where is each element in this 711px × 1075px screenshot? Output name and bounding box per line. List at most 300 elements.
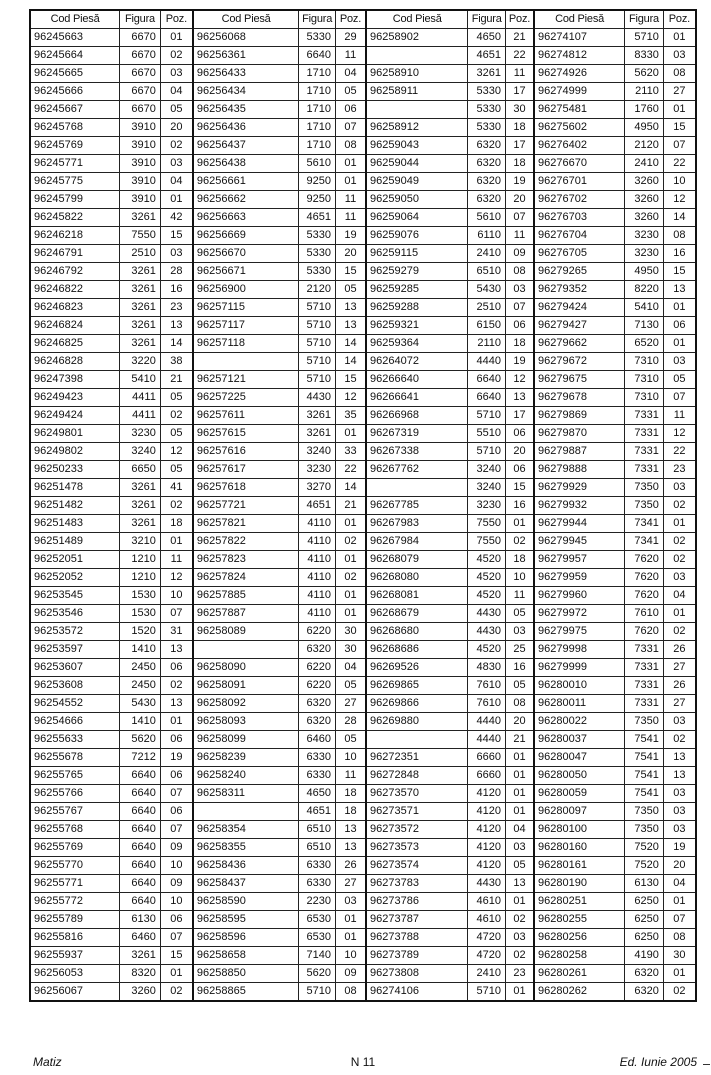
position-cell: 01: [160, 191, 193, 209]
figure-cell: 3240: [468, 479, 506, 497]
table-row: [30, 749, 696, 767]
part-code-cell: 96274106: [366, 983, 468, 1002]
part-code-cell: 96259285: [366, 281, 468, 299]
position-cell: 21: [506, 731, 535, 749]
part-code-cell: 96257885: [193, 587, 299, 605]
position-cell: 03: [160, 245, 193, 263]
part-code-cell: 96258355: [193, 839, 299, 857]
figure-cell: 4520: [468, 587, 506, 605]
part-code-cell: 96266641: [366, 389, 468, 407]
part-code-cell: 96280160: [534, 839, 625, 857]
position-cell: 04: [335, 65, 366, 83]
position-cell: 02: [160, 407, 193, 425]
figure-cell: 5330: [299, 263, 336, 281]
figure-cell: 1760: [625, 101, 664, 119]
figure-cell: 3261: [120, 515, 161, 533]
part-code-cell: 96258436: [193, 857, 299, 875]
part-code-cell: 96254552: [30, 695, 120, 713]
table-row: [30, 389, 696, 407]
position-cell: 06: [160, 731, 193, 749]
table-body: [30, 29, 696, 1002]
position-cell: 12: [160, 569, 193, 587]
figure-cell: 2230: [299, 893, 336, 911]
position-cell: 01: [335, 425, 366, 443]
footer-model: Matiz: [33, 1055, 62, 1069]
part-code-cell: [366, 101, 468, 119]
position-cell: 02: [663, 983, 696, 1002]
position-cell: 01: [506, 983, 535, 1002]
position-cell: 01: [335, 605, 366, 623]
figure-cell: 4430: [468, 623, 506, 641]
position-cell: 10: [663, 173, 696, 191]
figure-cell: 7550: [468, 515, 506, 533]
position-cell: 11: [160, 551, 193, 569]
figure-cell: 6670: [120, 29, 161, 47]
figure-cell: 2110: [625, 83, 664, 101]
part-code-cell: 96273570: [366, 785, 468, 803]
part-code-cell: 96252051: [30, 551, 120, 569]
part-code-cell: 96258240: [193, 767, 299, 785]
figure-cell: 4110: [299, 587, 336, 605]
position-cell: 20: [335, 245, 366, 263]
table-row: [30, 47, 696, 65]
table-row: [30, 533, 696, 551]
part-code-cell: 96249802: [30, 443, 120, 461]
figure-cell: 1210: [120, 551, 161, 569]
position-cell: 08: [663, 227, 696, 245]
figure-cell: 6220: [299, 623, 336, 641]
part-code-cell: 96279972: [534, 605, 625, 623]
header-row: [30, 10, 696, 29]
part-code-cell: 96273572: [366, 821, 468, 839]
position-cell: 04: [160, 83, 193, 101]
position-cell: 30: [335, 641, 366, 659]
position-cell: 01: [506, 893, 535, 911]
position-cell: 10: [335, 947, 366, 965]
figure-cell: 7541: [625, 785, 664, 803]
position-cell: 13: [663, 767, 696, 785]
figure-cell: 1210: [120, 569, 161, 587]
figure-cell: 4190: [625, 947, 664, 965]
position-cell: 20: [506, 191, 535, 209]
position-cell: 01: [506, 515, 535, 533]
part-code-cell: 96273786: [366, 893, 468, 911]
column-header-cod-piesa: Cod Piesă: [30, 10, 120, 29]
position-cell: 11: [335, 191, 366, 209]
figure-cell: 4120: [468, 857, 506, 875]
figure-cell: 1410: [120, 641, 161, 659]
position-cell: 18: [335, 785, 366, 803]
position-cell: 11: [506, 65, 535, 83]
table-row: [30, 893, 696, 911]
figure-cell: 6640: [468, 389, 506, 407]
part-code-cell: 96257117: [193, 317, 299, 335]
part-code-cell: [366, 731, 468, 749]
position-cell: 14: [663, 209, 696, 227]
position-cell: 22: [663, 155, 696, 173]
position-cell: 13: [663, 749, 696, 767]
figure-cell: 5330: [299, 29, 336, 47]
position-cell: 13: [160, 641, 193, 659]
part-code-cell: 96255770: [30, 857, 120, 875]
part-code-cell: 96246792: [30, 263, 120, 281]
part-code-cell: 96255633: [30, 731, 120, 749]
figure-cell: 6250: [625, 893, 664, 911]
part-code-cell: 96258090: [193, 659, 299, 677]
part-code-cell: 96280258: [534, 947, 625, 965]
position-cell: 02: [663, 623, 696, 641]
position-cell: 03: [506, 281, 535, 299]
part-code-cell: 96257225: [193, 389, 299, 407]
figure-cell: 7341: [625, 533, 664, 551]
figure-cell: 2510: [468, 299, 506, 317]
part-code-cell: 96255765: [30, 767, 120, 785]
figure-cell: 6150: [468, 317, 506, 335]
part-code-cell: 96276702: [534, 191, 625, 209]
position-cell: 03: [506, 929, 535, 947]
position-cell: 05: [160, 425, 193, 443]
figure-cell: 5330: [468, 83, 506, 101]
part-code-cell: 96258092: [193, 695, 299, 713]
part-code-cell: 96251478: [30, 479, 120, 497]
column-header-poz: Poz.: [160, 10, 193, 29]
part-code-cell: 96274926: [534, 65, 625, 83]
figure-cell: 4411: [120, 389, 161, 407]
figure-cell: 6510: [299, 821, 336, 839]
part-code-cell: 96245665: [30, 65, 120, 83]
part-code-cell: 96245664: [30, 47, 120, 65]
figure-cell: 2450: [120, 677, 161, 695]
part-code-cell: 96276703: [534, 209, 625, 227]
part-code-cell: 96255766: [30, 785, 120, 803]
part-code-cell: 96245822: [30, 209, 120, 227]
figure-cell: 3230: [299, 461, 336, 479]
figure-cell: 6320: [299, 641, 336, 659]
figure-cell: 6220: [299, 677, 336, 695]
part-code-cell: 96249424: [30, 407, 120, 425]
column-header-poz: Poz.: [506, 10, 535, 29]
table-row: [30, 821, 696, 839]
position-cell: 01: [160, 533, 193, 551]
position-cell: 08: [506, 263, 535, 281]
part-code-cell: 96258910: [366, 65, 468, 83]
table-row: [30, 461, 696, 479]
part-code-cell: 96257615: [193, 425, 299, 443]
position-cell: 02: [160, 137, 193, 155]
position-cell: 19: [663, 839, 696, 857]
part-code-cell: 96253608: [30, 677, 120, 695]
part-code-cell: 96245768: [30, 119, 120, 137]
part-code-cell: [193, 803, 299, 821]
position-cell: 15: [506, 479, 535, 497]
part-code-cell: 96274999: [534, 83, 625, 101]
part-code-cell: 96256661: [193, 173, 299, 191]
position-cell: 06: [335, 101, 366, 119]
position-cell: 06: [160, 659, 193, 677]
column-header-figura: Figura: [120, 10, 161, 29]
figure-cell: 4651: [299, 209, 336, 227]
part-code-cell: 96255767: [30, 803, 120, 821]
part-code-cell: 96280022: [534, 713, 625, 731]
part-code-cell: 96247398: [30, 371, 120, 389]
position-cell: 02: [506, 911, 535, 929]
position-cell: 12: [335, 389, 366, 407]
figure-cell: 6320: [468, 137, 506, 155]
position-cell: 02: [160, 497, 193, 515]
figure-cell: 7350: [625, 479, 664, 497]
part-code-cell: 96272351: [366, 749, 468, 767]
position-cell: 01: [506, 785, 535, 803]
part-code-cell: 96273787: [366, 911, 468, 929]
figure-cell: 5620: [120, 731, 161, 749]
position-cell: 10: [160, 857, 193, 875]
figure-cell: 4520: [468, 569, 506, 587]
position-cell: 07: [335, 119, 366, 137]
part-code-cell: 96257121: [193, 371, 299, 389]
figure-cell: 5710: [468, 443, 506, 461]
figure-cell: 6640: [120, 839, 161, 857]
figure-cell: 7331: [625, 641, 664, 659]
position-cell: 01: [663, 515, 696, 533]
position-cell: 19: [160, 749, 193, 767]
position-cell: 42: [160, 209, 193, 227]
position-cell: 11: [506, 227, 535, 245]
figure-cell: 5410: [120, 371, 161, 389]
part-code-cell: 96273571: [366, 803, 468, 821]
position-cell: 25: [506, 641, 535, 659]
figure-cell: 7310: [625, 353, 664, 371]
figure-cell: 6320: [468, 173, 506, 191]
part-code-cell: 96280161: [534, 857, 625, 875]
table-row: [30, 803, 696, 821]
figure-cell: 6110: [468, 227, 506, 245]
position-cell: 06: [506, 317, 535, 335]
figure-cell: 4720: [468, 929, 506, 947]
part-code-cell: 96266968: [366, 407, 468, 425]
figure-cell: 4430: [299, 389, 336, 407]
figure-cell: 6130: [625, 875, 664, 893]
footer-edition: Ed. Iunie 2005: [619, 1055, 697, 1069]
position-cell: 21: [160, 371, 193, 389]
figure-cell: 6640: [299, 47, 336, 65]
part-code-cell: 96253597: [30, 641, 120, 659]
position-cell: 01: [663, 101, 696, 119]
figure-cell: 7541: [625, 749, 664, 767]
position-cell: 30: [335, 623, 366, 641]
figure-cell: 5710: [625, 29, 664, 47]
position-cell: 04: [663, 587, 696, 605]
table-row: [30, 83, 696, 101]
figure-cell: 5330: [468, 119, 506, 137]
part-code-cell: 96256438: [193, 155, 299, 173]
position-cell: 12: [663, 191, 696, 209]
figure-cell: 4650: [299, 785, 336, 803]
table-row: [30, 731, 696, 749]
part-code-cell: 96258596: [193, 929, 299, 947]
figure-cell: 1710: [299, 65, 336, 83]
position-cell: 01: [663, 965, 696, 983]
position-cell: 09: [506, 245, 535, 263]
position-cell: 41: [160, 479, 193, 497]
part-code-cell: 96257823: [193, 551, 299, 569]
figure-cell: 6670: [120, 65, 161, 83]
part-code-cell: 96259049: [366, 173, 468, 191]
part-code-cell: 96267338: [366, 443, 468, 461]
part-code-cell: 96256662: [193, 191, 299, 209]
figure-cell: 7331: [625, 407, 664, 425]
table-row: [30, 227, 696, 245]
figure-cell: 8330: [625, 47, 664, 65]
position-cell: 06: [663, 317, 696, 335]
part-code-cell: 96255769: [30, 839, 120, 857]
position-cell: 07: [663, 137, 696, 155]
position-cell: 35: [335, 407, 366, 425]
position-cell: 05: [335, 677, 366, 695]
position-cell: 14: [335, 335, 366, 353]
figure-cell: 3261: [120, 263, 161, 281]
table-row: [30, 767, 696, 785]
figure-cell: 7620: [625, 569, 664, 587]
table-row: [30, 947, 696, 965]
figure-cell: 7212: [120, 749, 161, 767]
part-code-cell: 96258093: [193, 713, 299, 731]
position-cell: 02: [663, 731, 696, 749]
position-cell: 09: [160, 839, 193, 857]
part-code-cell: 96274812: [534, 47, 625, 65]
figure-cell: 1530: [120, 587, 161, 605]
part-code-cell: 96268080: [366, 569, 468, 587]
position-cell: 03: [506, 839, 535, 857]
position-cell: 04: [335, 659, 366, 677]
position-cell: 01: [335, 551, 366, 569]
part-code-cell: 96280050: [534, 767, 625, 785]
position-cell: 01: [335, 587, 366, 605]
position-cell: 02: [160, 983, 193, 1002]
figure-cell: 5430: [468, 281, 506, 299]
position-cell: 11: [506, 587, 535, 605]
table-row: [30, 371, 696, 389]
part-code-cell: 96246825: [30, 335, 120, 353]
table-row: [30, 659, 696, 677]
part-code-cell: 96256671: [193, 263, 299, 281]
part-code-cell: 96268686: [366, 641, 468, 659]
part-code-cell: 96258437: [193, 875, 299, 893]
position-cell: 07: [663, 389, 696, 407]
figure-cell: 4650: [468, 29, 506, 47]
position-cell: 26: [663, 641, 696, 659]
part-code-cell: 96274107: [534, 29, 625, 47]
position-cell: 03: [663, 785, 696, 803]
table-row: [30, 983, 696, 1002]
figure-cell: 6510: [299, 839, 336, 857]
figure-cell: 7610: [468, 677, 506, 695]
part-code-cell: 96273808: [366, 965, 468, 983]
position-cell: 13: [335, 317, 366, 335]
position-cell: 21: [506, 29, 535, 47]
figure-cell: 3261: [120, 317, 161, 335]
figure-cell: 6640: [120, 893, 161, 911]
part-code-cell: [366, 479, 468, 497]
column-header-poz: Poz.: [335, 10, 366, 29]
figure-cell: 6650: [120, 461, 161, 479]
table-row: [30, 965, 696, 983]
position-cell: 13: [335, 299, 366, 317]
part-code-cell: 96276402: [534, 137, 625, 155]
figure-cell: 4440: [468, 713, 506, 731]
figure-cell: 6640: [120, 785, 161, 803]
position-cell: 10: [335, 749, 366, 767]
table-row: [30, 911, 696, 929]
column-header-figura: Figura: [625, 10, 664, 29]
table-row: [30, 497, 696, 515]
part-code-cell: 96256663: [193, 209, 299, 227]
table-row: [30, 335, 696, 353]
position-cell: 11: [335, 209, 366, 227]
part-code-cell: 96259279: [366, 263, 468, 281]
position-cell: 18: [506, 119, 535, 137]
position-cell: 19: [506, 173, 535, 191]
figure-cell: 3261: [120, 497, 161, 515]
part-code-cell: 96268081: [366, 587, 468, 605]
position-cell: 05: [160, 461, 193, 479]
figure-cell: 4120: [468, 803, 506, 821]
part-code-cell: 96267762: [366, 461, 468, 479]
part-code-cell: 96267984: [366, 533, 468, 551]
figure-cell: 5710: [299, 353, 336, 371]
part-code-cell: 96258865: [193, 983, 299, 1002]
part-code-cell: 96268680: [366, 623, 468, 641]
figure-cell: 4120: [468, 821, 506, 839]
part-code-cell: 96256434: [193, 83, 299, 101]
figure-cell: 7610: [468, 695, 506, 713]
figure-cell: 5710: [299, 299, 336, 317]
part-code-cell: 96257821: [193, 515, 299, 533]
position-cell: 10: [160, 893, 193, 911]
position-cell: 03: [663, 821, 696, 839]
page-footer: [29, 1055, 697, 1071]
part-code-cell: 96258239: [193, 749, 299, 767]
figure-cell: 3260: [625, 209, 664, 227]
part-code-cell: 96279960: [534, 587, 625, 605]
part-code-cell: 96280059: [534, 785, 625, 803]
figure-cell: 5610: [299, 155, 336, 173]
part-code-cell: 96272848: [366, 767, 468, 785]
table-row: [30, 173, 696, 191]
table-row: [30, 857, 696, 875]
figure-cell: 6330: [299, 767, 336, 785]
part-code-cell: 96259064: [366, 209, 468, 227]
table-row: [30, 713, 696, 731]
position-cell: 06: [160, 767, 193, 785]
figure-cell: 3230: [120, 425, 161, 443]
position-cell: 16: [160, 281, 193, 299]
position-cell: 15: [663, 263, 696, 281]
part-code-cell: 96255771: [30, 875, 120, 893]
figure-cell: 7331: [625, 443, 664, 461]
position-cell: 01: [663, 299, 696, 317]
footer-page-number: N 11: [350, 1055, 376, 1069]
position-cell: 13: [506, 875, 535, 893]
table-row: [30, 299, 696, 317]
part-code-cell: 96279945: [534, 533, 625, 551]
figure-cell: 7541: [625, 731, 664, 749]
table-row: [30, 155, 696, 173]
figure-cell: 9250: [299, 191, 336, 209]
figure-cell: 4651: [299, 803, 336, 821]
part-code-cell: 96256067: [30, 983, 120, 1002]
table-row: [30, 443, 696, 461]
figure-cell: 7620: [625, 623, 664, 641]
